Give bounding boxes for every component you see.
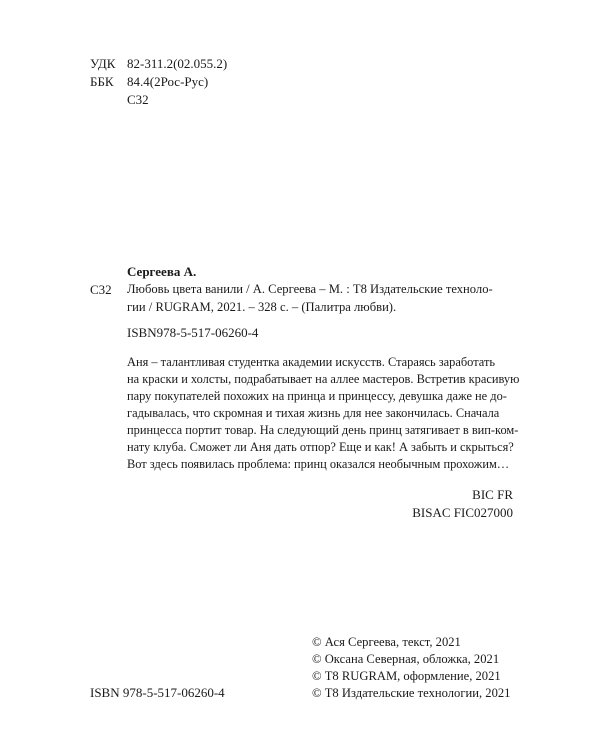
author-mark: С32 [90,282,112,297]
copyright-design: © Т8 RUGRAM, оформление, 2021 [312,669,501,683]
isbn-footer: ISBN 978-5-517-06260-4 [90,685,225,700]
copyright-cover: © Оксана Северная, обложка, 2021 [312,652,500,666]
author-name: Сергеева А. [127,264,197,279]
annotation-line: принцесса портит товар. На следующий день принц затягивает в вип-ком- [127,423,519,437]
annotation-line: Аня – талантливая студентка академии искусств. Стараясь заработать [127,355,496,369]
annotation-line: на краски и холсты, подрабатывает на аллее мастеров. Встретив красивую [127,372,520,386]
udk-value: 82-311.2(02.055.2) [127,56,228,71]
annotation-line: пару покупателей похожих на принца и принцессу, девушка даже не до- [127,389,507,403]
description-line-1: Любовь цвета ванили / А. Сергеева – М. : Т8 Издательские техноло- [127,282,493,296]
bic-code: BIC FR [472,487,513,502]
description-line-2: гии / RUGRAM, 2021. – 328 с. – (Палитра любви). [127,300,397,314]
copyright-publisher: © Т8 Издательские технологии, 2021 [312,686,511,700]
author-mark-top: С32 [127,92,149,107]
annotation-line: Вот здесь появилась проблема: принц оказался необычным прохожим… [127,457,510,471]
bbk-value: 84.4(2Рос-Рус) [127,74,209,89]
annotation-line: нату клуба. Сможет ли Аня дать отпор? Еще и как! А забыть и скрыться? [127,440,514,454]
copyright-text: © Ася Сергеева, текст, 2021 [312,635,461,649]
bbk-label: ББК [90,74,114,89]
bisac-code: BISAC FIC027000 [412,505,513,520]
udk-label: УДК [90,56,116,71]
isbn-record: ISBN978-5-517-06260-4 [127,325,259,340]
annotation-line: гадывалась, что скромная и тихая жизнь для нее закончилась. Сначала [127,406,500,420]
